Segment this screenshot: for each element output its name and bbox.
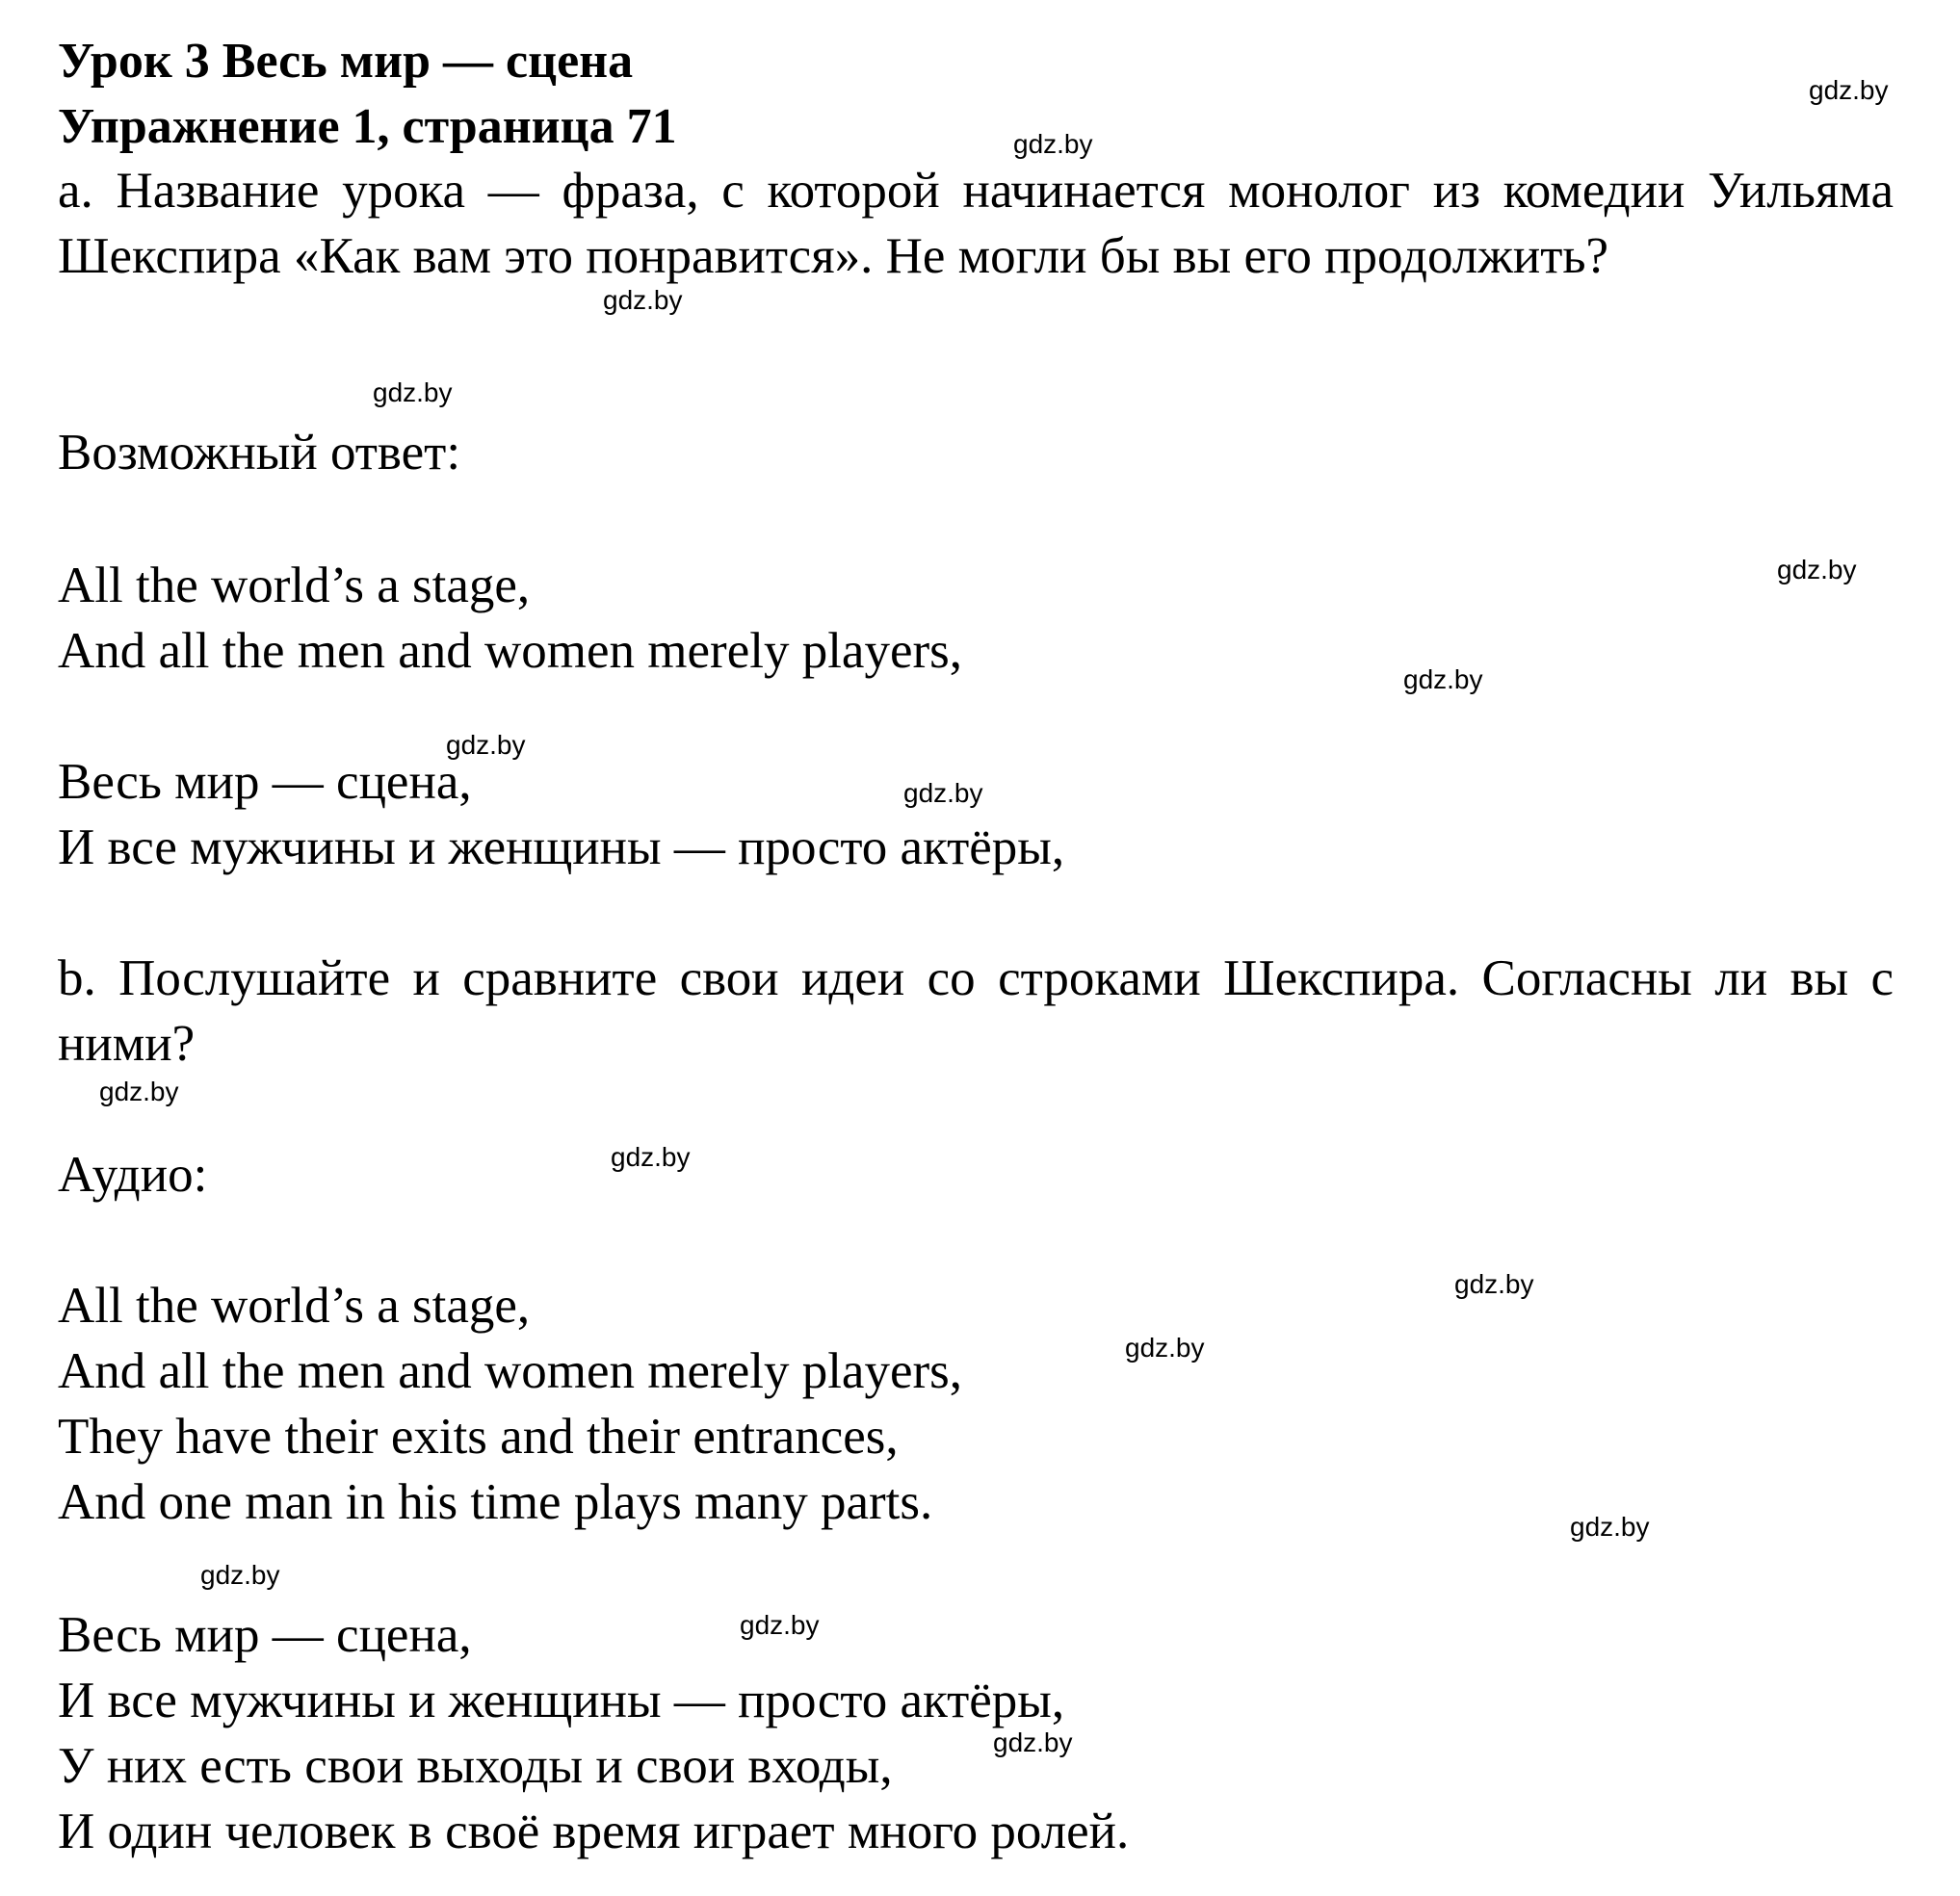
- part-b-russian-line-1: Весь мир — сцена,: [58, 1607, 472, 1663]
- lesson-title: Урок 3 Весь мир — сцена: [58, 34, 634, 89]
- part-b-english-line-2: And all the men and women merely players,: [58, 1343, 962, 1399]
- part-a-english-line-1: All the world’s a stage,: [58, 558, 531, 613]
- watermark: gdz.by: [99, 1077, 179, 1106]
- watermark: gdz.by: [611, 1142, 691, 1172]
- watermark: gdz.by: [1454, 1269, 1534, 1299]
- exercise-title: Упражнение 1, страница 71: [58, 99, 677, 154]
- watermark: gdz.by: [1777, 555, 1857, 584]
- watermark: gdz.by: [993, 1727, 1073, 1757]
- part-b-russian-line-3: У них есть свои выходы и свои входы,: [58, 1738, 893, 1794]
- watermark: gdz.by: [740, 1610, 820, 1640]
- part-b-russian-line-2: И все мужчины и женщины — просто актёры,: [58, 1673, 1065, 1728]
- part-a-english-line-2: And all the men and women merely players,: [58, 623, 962, 679]
- part-b-russian-line-4: И один человек в своё время играет много ролей.: [58, 1804, 1130, 1859]
- watermark: gdz.by: [1570, 1512, 1650, 1542]
- part-b-english-line-3: They have their exits and their entrances,: [58, 1409, 899, 1465]
- watermark: gdz.by: [1013, 129, 1093, 159]
- audio-label: Аудио:: [58, 1147, 208, 1203]
- watermark: gdz.by: [1809, 75, 1889, 105]
- watermark: gdz.by: [446, 730, 526, 760]
- part-a-question: a. Название урока — фраза, с которой начинается монолог из комедии Уильяма Шекспира «Как вам это понравится». Не могли бы вы его продолжить?: [58, 163, 1894, 284]
- watermark: gdz.by: [200, 1560, 280, 1590]
- watermark: gdz.by: [603, 285, 683, 315]
- part-b-english-line-4: And one man in his time plays many parts.: [58, 1474, 933, 1530]
- watermark: gdz.by: [1125, 1333, 1205, 1363]
- part-a-russian-line-1: Весь мир — сцена,: [58, 754, 472, 810]
- part-b-question: b. Послушайте и сравните свои идеи со строками Шекспира. Согласны ли вы с ними?: [58, 950, 1894, 1072]
- watermark: gdz.by: [903, 778, 983, 808]
- answer-label: Возможный ответ:: [58, 425, 461, 480]
- watermark: gdz.by: [373, 377, 453, 407]
- part-a-russian-line-2: И все мужчины и женщины — просто актёры,: [58, 819, 1065, 875]
- watermark: gdz.by: [1403, 664, 1483, 694]
- part-b-english-line-1: All the world’s a stage,: [58, 1278, 531, 1334]
